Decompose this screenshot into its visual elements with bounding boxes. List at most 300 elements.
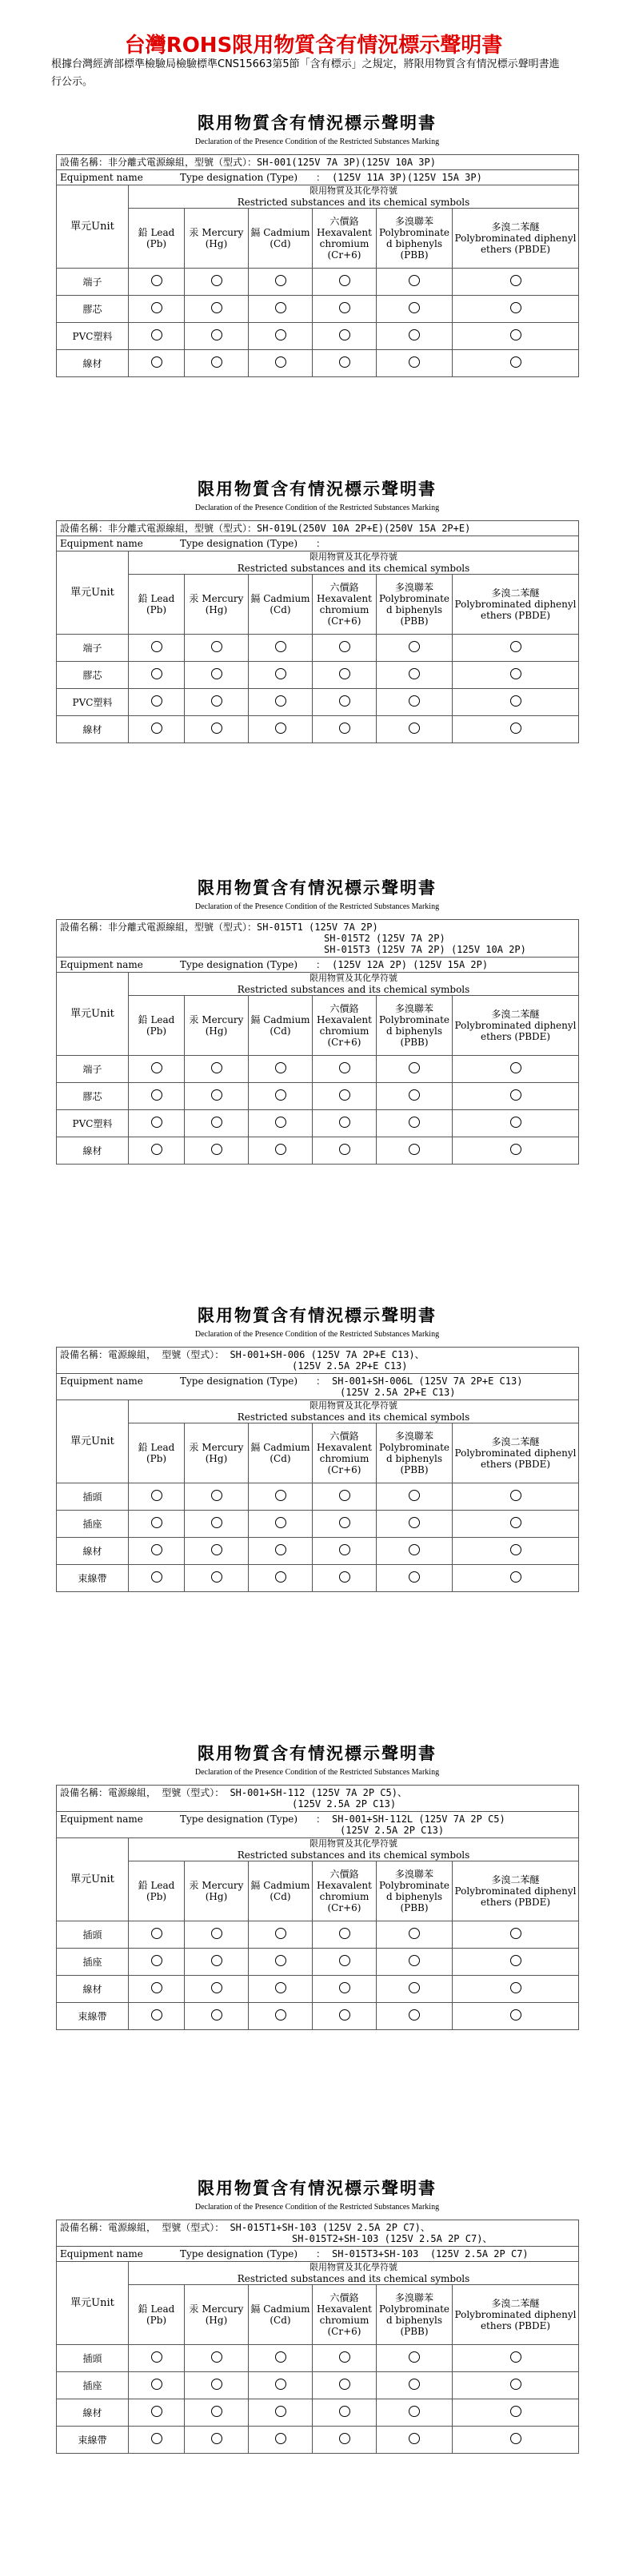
table-row [57, 2372, 579, 2399]
type-designation-label: Type designation (Type) [180, 959, 298, 970]
not-exceeding-circle-icon [275, 275, 286, 286]
component-label: 端子 [57, 269, 129, 296]
compliance-cell [185, 323, 249, 350]
equipment-name-label: Equipment name [60, 172, 143, 183]
compliance-cell [129, 323, 185, 350]
component-label: 線材 [57, 1137, 129, 1165]
table-row [57, 1976, 579, 2003]
not-exceeding-circle-icon [151, 1089, 162, 1101]
not-exceeding-circle-icon [339, 641, 350, 652]
restricted-substances-header [129, 2262, 579, 2285]
not-exceeding-circle-icon [409, 1089, 420, 1101]
substance-header: 多溴二苯醚 Polybrominated diphenyl ethers (PBDE) [453, 2285, 579, 2345]
not-exceeding-circle-icon [510, 1089, 521, 1101]
not-exceeding-circle-icon [151, 2406, 162, 2417]
not-exceeding-circle-icon [510, 641, 521, 652]
compliance-cell [185, 2427, 249, 2454]
component-label: 束線帶 [57, 2427, 129, 2454]
substance-header: 多溴二苯醚 Polybrominated diphenyl ethers (PBDE) [453, 575, 579, 635]
substance-header: 多溴聯苯 Polybrominated biphenyls (PBB) [377, 575, 453, 635]
compliance-cell [129, 1110, 185, 1137]
compliance-cell [249, 269, 313, 296]
not-exceeding-circle-icon [510, 668, 521, 679]
declaration-subtitle: Declaration of the Presence Condition of the Restricted Substances Marking [194, 137, 440, 146]
not-exceeding-circle-icon [409, 329, 420, 340]
compliance-cell [453, 1949, 579, 1976]
not-exceeding-circle-icon [339, 1144, 350, 1155]
table-row [57, 1565, 579, 1592]
compliance-cell [453, 2003, 579, 2030]
table-row [57, 1137, 579, 1165]
type-colon: ： [316, 2248, 326, 2259]
compliance-cell [129, 2399, 185, 2427]
not-exceeding-circle-icon [275, 723, 286, 734]
not-exceeding-circle-icon [339, 1089, 350, 1101]
compliance-cell [249, 2427, 313, 2454]
restricted-en: Restricted substances and its chemical symbols [237, 197, 470, 208]
substance-header: 多溴二苯醚 Polybrominated diphenyl ethers (PBDE) [453, 209, 579, 269]
not-exceeding-circle-icon [409, 1982, 420, 1993]
compliance-cell [313, 1976, 377, 2003]
not-exceeding-circle-icon [211, 1089, 222, 1101]
compliance-cell [377, 689, 453, 716]
compliance-cell [249, 323, 313, 350]
compliance-cell [313, 716, 377, 743]
table-row [57, 1083, 579, 1110]
not-exceeding-circle-icon [339, 1117, 350, 1128]
not-exceeding-circle-icon [339, 2379, 350, 2390]
compliance-cell [453, 635, 579, 662]
not-exceeding-circle-icon [151, 2379, 162, 2390]
not-exceeding-circle-icon [409, 1928, 420, 1939]
restricted-cn: 限用物質及其化學符號 [310, 551, 398, 562]
unit-header: 單元Unit [57, 185, 129, 269]
not-exceeding-circle-icon [275, 1571, 286, 1583]
not-exceeding-circle-icon [510, 695, 521, 707]
declaration-title: 限用物質含有情況標示聲明書 [198, 113, 437, 133]
substance-header: 汞 Mercury (Hg) [185, 1423, 249, 1483]
table-row [57, 662, 579, 689]
table-row [57, 1483, 579, 1511]
compliance-cell [453, 2427, 579, 2454]
compliance-cell [313, 689, 377, 716]
compliance-cell [129, 350, 185, 377]
declaration-block [56, 2176, 578, 2454]
not-exceeding-circle-icon [409, 1517, 420, 1528]
not-exceeding-circle-icon [339, 1517, 350, 1528]
not-exceeding-circle-icon [275, 1062, 286, 1073]
device-line-2: SH-015T2 (125V 7A 2P) [324, 933, 445, 944]
not-exceeding-circle-icon [409, 2379, 420, 2390]
compliance-cell [313, 2372, 377, 2399]
compliance-cell [249, 2372, 313, 2399]
component-label: 插頭 [57, 1921, 129, 1949]
not-exceeding-circle-icon [409, 1490, 420, 1501]
device-line-text: 設備名稱：電源線組， 型號（型式）： SH-001+SH-006 (125V 7A 2P+E C13)、 [60, 1349, 425, 1360]
restricted-cn: 限用物質及其化學符號 [310, 973, 398, 983]
not-exceeding-circle-icon [275, 2406, 286, 2417]
compliance-cell [453, 1483, 579, 1511]
not-exceeding-circle-icon [151, 1982, 162, 1993]
compliance-cell [129, 296, 185, 323]
compliance-cell [185, 1976, 249, 2003]
restricted-en: Restricted substances and its chemical symbols [237, 1411, 470, 1423]
substance-header: 鉛 Lead (Pb) [129, 2285, 185, 2345]
not-exceeding-circle-icon [211, 1571, 222, 1583]
not-exceeding-circle-icon [275, 1928, 286, 1939]
substance-header: 多溴聯苯 Polybrominated biphenyls (PBB) [377, 209, 453, 269]
table-row [57, 350, 579, 377]
table-row [57, 635, 579, 662]
unit-header: 單元Unit [57, 1400, 129, 1483]
not-exceeding-circle-icon [151, 275, 162, 286]
type-designation-value: (125V 12A 2P) (125V 15A 2P) [332, 959, 489, 970]
declaration-subtitle: Declaration of the Presence Condition of the Restricted Substances Marking [194, 1768, 440, 1777]
compliance-cell [185, 1511, 249, 1538]
compliance-cell [185, 1056, 249, 1083]
compliance-cell [129, 1137, 185, 1165]
compliance-cell [313, 2399, 377, 2427]
table-row [57, 1949, 579, 1976]
restricted-cn: 限用物質及其化學符號 [310, 1400, 397, 1411]
declaration-subtitle: Declaration of the Presence Condition of the Restricted Substances Marking [194, 1330, 440, 1339]
compliance-cell [313, 1565, 377, 1592]
not-exceeding-circle-icon [151, 302, 162, 313]
compliance-cell [377, 1110, 453, 1137]
compliance-cell [185, 635, 249, 662]
substance-header: 六價鉻 Hexavalent chromium (Cr+6) [313, 2285, 377, 2345]
unit-header: 單元Unit [57, 1838, 129, 1921]
compliance-cell [129, 1921, 185, 1949]
not-exceeding-circle-icon [211, 723, 222, 734]
not-exceeding-circle-icon [409, 2433, 420, 2444]
not-exceeding-circle-icon [510, 1517, 521, 1528]
declaration-subtitle: Declaration of the Presence Condition of the Restricted Substances Marking [194, 504, 440, 512]
substance-header: 鎘 Cadmium (Cd) [249, 1861, 313, 1921]
compliance-cell [185, 1949, 249, 1976]
compliance-cell [377, 1511, 453, 1538]
restricted-en: Restricted substances and its chemical symbols [237, 1849, 470, 1861]
compliance-cell [377, 1976, 453, 2003]
compliance-cell [377, 2427, 453, 2454]
compliance-cell [377, 1137, 453, 1165]
substance-header: 多溴二苯醚 Polybrominated diphenyl ethers (PBDE) [453, 996, 579, 1056]
compliance-cell [313, 1056, 377, 1083]
not-exceeding-circle-icon [211, 2406, 222, 2417]
substance-header: 多溴聯苯 Polybrominated biphenyls (PBB) [377, 1861, 453, 1921]
declaration-title: 限用物質含有情況標示聲明書 [198, 2179, 437, 2198]
type-designation-value: (125V 11A 3P)(125V 15A 3P) [332, 172, 482, 183]
compliance-cell [129, 1483, 185, 1511]
compliance-cell [185, 2372, 249, 2399]
not-exceeding-circle-icon [211, 1928, 222, 1939]
not-exceeding-circle-icon [409, 723, 420, 734]
table-row [57, 296, 579, 323]
compliance-cell [377, 1949, 453, 1976]
compliance-cell [185, 1110, 249, 1137]
table-row [57, 2003, 579, 2030]
substance-header: 鉛 Lead (Pb) [129, 1423, 185, 1483]
not-exceeding-circle-icon [339, 356, 350, 368]
equipment-name-label: Equipment name [60, 538, 143, 549]
compliance-cell [453, 1921, 579, 1949]
table-row [57, 2399, 579, 2427]
compliance-cell [129, 2003, 185, 2030]
not-exceeding-circle-icon [339, 1062, 350, 1073]
compliance-cell [249, 1056, 313, 1083]
substance-header: 六價鉻 Hexavalent chromium (Cr+6) [313, 575, 377, 635]
not-exceeding-circle-icon [275, 641, 286, 652]
not-exceeding-circle-icon [510, 1928, 521, 1939]
substance-header: 鉛 Lead (Pb) [129, 575, 185, 635]
compliance-cell [249, 689, 313, 716]
not-exceeding-circle-icon [510, 275, 521, 286]
compliance-cell [377, 1565, 453, 1592]
not-exceeding-circle-icon [151, 723, 162, 734]
substance-header: 六價鉻 Hexavalent chromium (Cr+6) [313, 1861, 377, 1921]
not-exceeding-circle-icon [211, 1982, 222, 1993]
compliance-cell [249, 350, 313, 377]
compliance-cell [377, 1921, 453, 1949]
equipment-name-label: Equipment name [60, 959, 143, 970]
not-exceeding-circle-icon [151, 2351, 162, 2363]
substance-header: 汞 Mercury (Hg) [185, 1861, 249, 1921]
restricted-substances-header [129, 973, 579, 996]
compliance-cell [313, 1083, 377, 1110]
table-row [57, 689, 579, 716]
not-exceeding-circle-icon [409, 275, 420, 286]
not-exceeding-circle-icon [510, 1490, 521, 1501]
not-exceeding-circle-icon [275, 2351, 286, 2363]
not-exceeding-circle-icon [339, 275, 350, 286]
not-exceeding-circle-icon [151, 1928, 162, 1939]
substance-header: 汞 Mercury (Hg) [185, 996, 249, 1056]
not-exceeding-circle-icon [151, 1955, 162, 1966]
compliance-cell [185, 716, 249, 743]
compliance-cell [129, 1565, 185, 1592]
unit-header: 單元Unit [57, 551, 129, 635]
compliance-cell [377, 2399, 453, 2427]
substance-header: 多溴聯苯 Polybrominated biphenyls (PBB) [377, 996, 453, 1056]
restricted-substances-header [129, 551, 579, 575]
table-row [57, 1511, 579, 1538]
component-label: PVC塑料 [57, 689, 129, 716]
component-label: 端子 [57, 635, 129, 662]
not-exceeding-circle-icon [211, 1955, 222, 1966]
compliance-cell [453, 716, 579, 743]
not-exceeding-circle-icon [151, 1544, 162, 1555]
compliance-cell [185, 2345, 249, 2372]
compliance-cell [249, 662, 313, 689]
compliance-cell [249, 1976, 313, 2003]
not-exceeding-circle-icon [211, 275, 222, 286]
compliance-cell [185, 1921, 249, 1949]
table-row [57, 2427, 579, 2454]
compliance-cell [313, 1921, 377, 1949]
not-exceeding-circle-icon [510, 1982, 521, 1993]
not-exceeding-circle-icon [510, 1571, 521, 1583]
equipment-row [57, 536, 579, 551]
not-exceeding-circle-icon [339, 1490, 350, 1501]
not-exceeding-circle-icon [339, 668, 350, 679]
compliance-cell [185, 689, 249, 716]
component-label: PVC塑料 [57, 323, 129, 350]
compliance-cell [377, 716, 453, 743]
not-exceeding-circle-icon [409, 2406, 420, 2417]
restricted-substances-header [129, 1838, 579, 1861]
not-exceeding-circle-icon [275, 302, 286, 313]
not-exceeding-circle-icon [339, 1955, 350, 1966]
compliance-cell [313, 323, 377, 350]
compliance-cell [377, 2345, 453, 2372]
compliance-cell [377, 269, 453, 296]
restricted-substances-table [56, 520, 579, 743]
component-label: 線材 [57, 1538, 129, 1565]
component-label: PVC塑料 [57, 1110, 129, 1137]
substance-header: 鎘 Cadmium (Cd) [249, 575, 313, 635]
not-exceeding-circle-icon [211, 1544, 222, 1555]
restricted-substances-table [56, 1347, 579, 1592]
not-exceeding-circle-icon [275, 2379, 286, 2390]
table-row [57, 1110, 579, 1137]
compliance-cell [377, 1083, 453, 1110]
not-exceeding-circle-icon [510, 723, 521, 734]
not-exceeding-circle-icon [339, 2406, 350, 2417]
equipment-name-label: Equipment name [60, 1814, 143, 1825]
declaration-block [56, 875, 578, 1165]
substance-header: 鎘 Cadmium (Cd) [249, 1423, 313, 1483]
not-exceeding-circle-icon [211, 1490, 222, 1501]
not-exceeding-circle-icon [211, 2009, 222, 2021]
table-row [57, 269, 579, 296]
not-exceeding-circle-icon [510, 356, 521, 368]
not-exceeding-circle-icon [211, 302, 222, 313]
component-label: 線材 [57, 2399, 129, 2427]
substance-header: 六價鉻 Hexavalent chromium (Cr+6) [313, 996, 377, 1056]
compliance-cell [249, 1921, 313, 1949]
type-designation-value-2: (125V 2.5A 2P C13) [340, 1825, 445, 1836]
compliance-cell [129, 1538, 185, 1565]
compliance-cell [453, 2399, 579, 2427]
compliance-cell [377, 296, 453, 323]
not-exceeding-circle-icon [409, 2009, 420, 2021]
not-exceeding-circle-icon [409, 2351, 420, 2363]
type-colon: ： [316, 538, 326, 549]
compliance-cell [185, 1483, 249, 1511]
substance-header: 鉛 Lead (Pb) [129, 1861, 185, 1921]
compliance-cell [185, 2399, 249, 2427]
not-exceeding-circle-icon [151, 1490, 162, 1501]
compliance-cell [249, 296, 313, 323]
type-designation-label: Type designation (Type) [180, 1376, 298, 1387]
type-designation-label: Type designation (Type) [180, 538, 298, 549]
not-exceeding-circle-icon [151, 641, 162, 652]
not-exceeding-circle-icon [339, 2009, 350, 2021]
not-exceeding-circle-icon [409, 302, 420, 313]
device-line [57, 1786, 579, 1812]
compliance-cell [453, 662, 579, 689]
not-exceeding-circle-icon [275, 2433, 286, 2444]
compliance-cell [185, 1565, 249, 1592]
device-line-2: (125V 2.5A 2P C13) [292, 1798, 397, 1810]
restricted-en: Restricted substances and its chemical symbols [237, 984, 470, 995]
compliance-cell [377, 1056, 453, 1083]
device-line-3: SH-015T3 (125V 7A 2P) (125V 10A 2P) [324, 944, 526, 955]
compliance-cell [129, 1083, 185, 1110]
not-exceeding-circle-icon [339, 2351, 350, 2363]
compliance-cell [249, 1483, 313, 1511]
type-designation-value: SH-015T3+SH-103 (125V 2.5A 2P C7) [332, 2248, 529, 2259]
type-designation-value: SH-001+SH-112L (125V 7A 2P C5) [332, 1814, 505, 1825]
not-exceeding-circle-icon [211, 1062, 222, 1073]
compliance-cell [453, 1110, 579, 1137]
equipment-row [57, 958, 579, 973]
not-exceeding-circle-icon [211, 2379, 222, 2390]
restricted-cn: 限用物質及其化學符號 [310, 2262, 398, 2272]
type-colon: ： [316, 959, 326, 970]
not-exceeding-circle-icon [339, 695, 350, 707]
not-exceeding-circle-icon [151, 1117, 162, 1128]
not-exceeding-circle-icon [275, 1144, 286, 1155]
compliance-cell [313, 350, 377, 377]
not-exceeding-circle-icon [409, 1544, 420, 1555]
compliance-cell [453, 2372, 579, 2399]
compliance-cell [313, 1137, 377, 1165]
not-exceeding-circle-icon [409, 668, 420, 679]
declaration-block [56, 1303, 578, 1592]
not-exceeding-circle-icon [409, 1062, 420, 1073]
device-line [57, 521, 579, 536]
component-label: 線材 [57, 716, 129, 743]
compliance-cell [453, 323, 579, 350]
compliance-cell [129, 689, 185, 716]
component-label: 膠芯 [57, 1083, 129, 1110]
compliance-cell [313, 1511, 377, 1538]
declaration-block [56, 110, 578, 377]
device-line-text: 設備名稱：電源線組， 型號（型式）： SH-015T1+SH-103 (125V 2.5A 2P C7)、 [60, 2222, 430, 2233]
not-exceeding-circle-icon [339, 723, 350, 734]
compliance-cell [453, 296, 579, 323]
not-exceeding-circle-icon [409, 695, 420, 707]
not-exceeding-circle-icon [339, 302, 350, 313]
not-exceeding-circle-icon [151, 695, 162, 707]
compliance-cell [129, 1056, 185, 1083]
compliance-cell [313, 1949, 377, 1976]
not-exceeding-circle-icon [510, 1062, 521, 1073]
not-exceeding-circle-icon [275, 1117, 286, 1128]
type-designation-value: SH-001+SH-006L (125V 7A 2P+E C13) [332, 1376, 523, 1387]
compliance-cell [453, 1976, 579, 2003]
not-exceeding-circle-icon [275, 1517, 286, 1528]
declaration-block [56, 476, 578, 743]
compliance-cell [313, 635, 377, 662]
substance-header: 汞 Mercury (Hg) [185, 2285, 249, 2345]
not-exceeding-circle-icon [151, 1144, 162, 1155]
not-exceeding-circle-icon [510, 1544, 521, 1555]
type-designation-label: Type designation (Type) [180, 172, 298, 183]
compliance-cell [129, 1511, 185, 1538]
not-exceeding-circle-icon [510, 2379, 521, 2390]
compliance-cell [249, 2003, 313, 2030]
compliance-cell [313, 1538, 377, 1565]
component-label: 插頭 [57, 1483, 129, 1511]
device-line-text: 設備名稱：電源線組， 型號（型式）： SH-001+SH-112 (125V 7A 2P C5)、 [60, 1787, 407, 1798]
compliance-cell [313, 2427, 377, 2454]
restricted-substances-table [56, 1785, 579, 2030]
not-exceeding-circle-icon [510, 1144, 521, 1155]
not-exceeding-circle-icon [151, 1571, 162, 1583]
not-exceeding-circle-icon [275, 329, 286, 340]
